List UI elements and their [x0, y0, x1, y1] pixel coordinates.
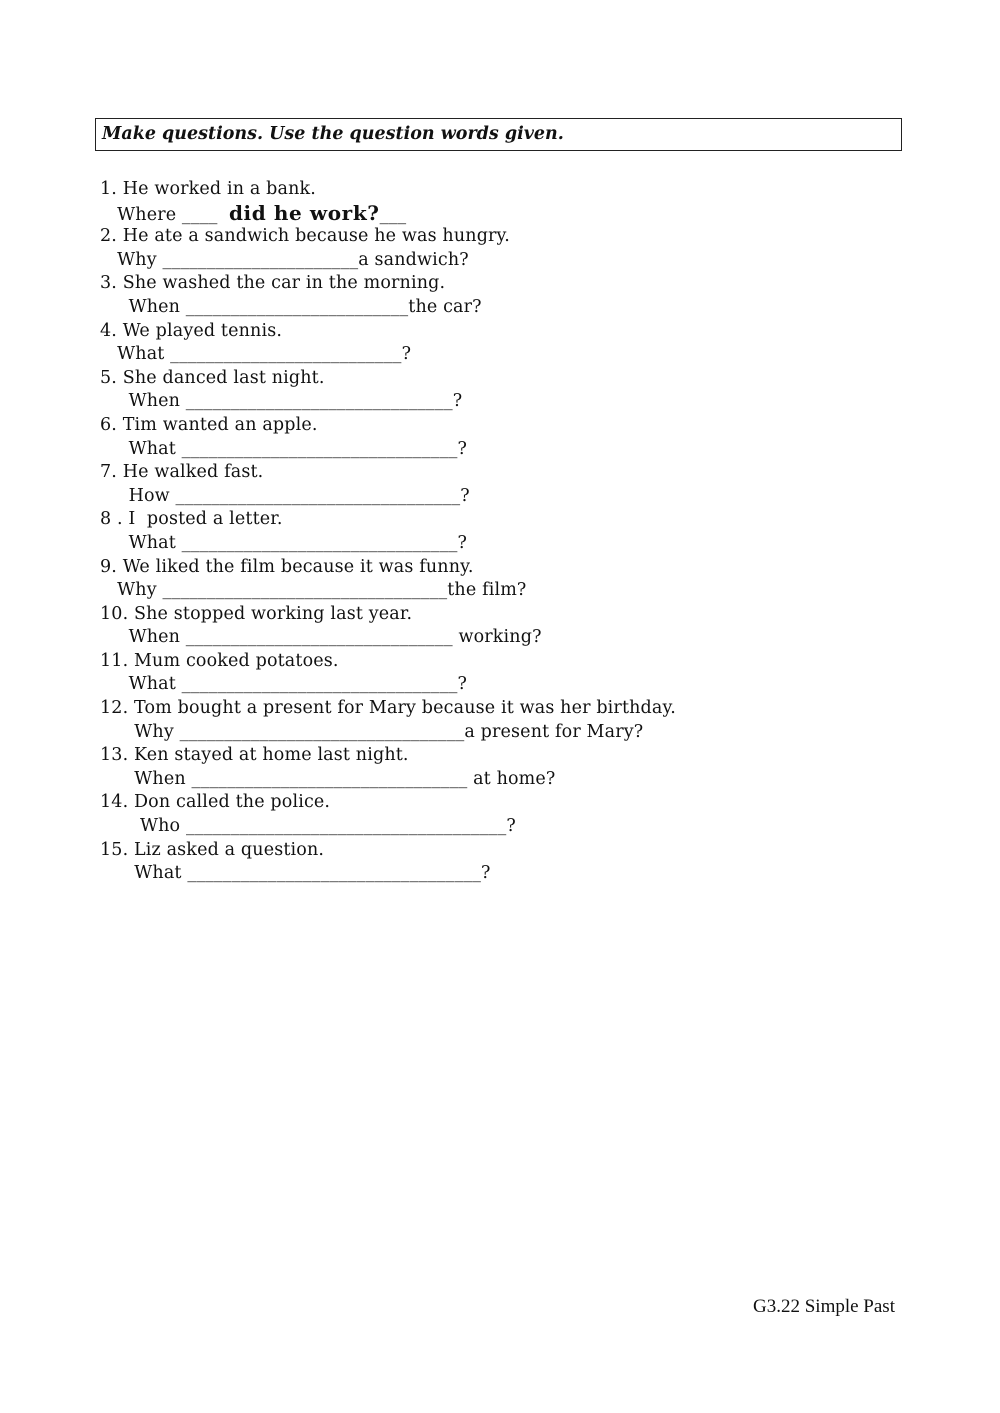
sentence-4: 4. We played tennis. [100, 320, 283, 341]
worksheet [100, 178, 900, 886]
instruction-box [95, 118, 902, 151]
sentence-6: 6. Tim wanted an apple. [100, 414, 318, 435]
sentence-7: 7. He walked fast. [100, 462, 264, 483]
sentence-10: 10. She stopped working last year. [100, 603, 413, 624]
sentence-15: 15. Liz asked a question. [100, 839, 325, 860]
prompt-4[interactable]: What __________________________? [100, 344, 412, 365]
prompt-14[interactable]: Who ____________________________________? [100, 816, 516, 837]
prompt-2[interactable]: Why ______________________a sandwich? [100, 249, 469, 270]
sentence-5: 5. She danced last night. [100, 367, 325, 388]
prompt-10[interactable]: When ______________________________ working? [100, 627, 542, 648]
sentence-8: 8 . I posted a letter. [100, 509, 283, 530]
sentence-13: 13. Ken stayed at home last night. [100, 745, 409, 766]
sentence-9: 9. We liked the film because it was funny. [100, 556, 474, 577]
prompt-7[interactable]: How ________________________________? [100, 485, 470, 506]
sentence-3: 3. She washed the car in the morning. [100, 273, 446, 294]
prompt-11[interactable]: What _______________________________? [100, 674, 468, 695]
prompt-9[interactable]: Why ________________________________the film? [100, 580, 527, 601]
prompt-5[interactable]: When ______________________________? [100, 391, 463, 412]
sentence-1: 1. He worked in a bank. [100, 179, 316, 199]
answer-text: did he work? [228, 200, 380, 225]
prompt-8[interactable]: What _______________________________? [100, 532, 468, 553]
sentence-2: 2. He ate a sandwich because he was hungry. [100, 226, 510, 247]
prompt-1: Where ____ did he work?___ [100, 200, 407, 225]
instruction-text: Make questions. Use the question words given. [102, 124, 564, 144]
prompt-15[interactable]: What _________________________________? [100, 863, 491, 884]
prompt-12[interactable]: Why ________________________________a present for Mary? [100, 721, 644, 742]
footer-label: G3.22 Simple Past [753, 1296, 895, 1317]
sentence-11: 11. Mum cooked potatoes. [100, 650, 339, 671]
prompt-13[interactable]: When _______________________________ at home? [100, 768, 556, 789]
prompt-3[interactable]: When _________________________the car? [100, 296, 482, 317]
prompt-6[interactable]: What _______________________________? [100, 438, 468, 459]
sentence-14: 14. Don called the police. [100, 792, 331, 813]
sentence-12: 12. Tom bought a present for Mary because it was her birthday. [100, 698, 676, 719]
